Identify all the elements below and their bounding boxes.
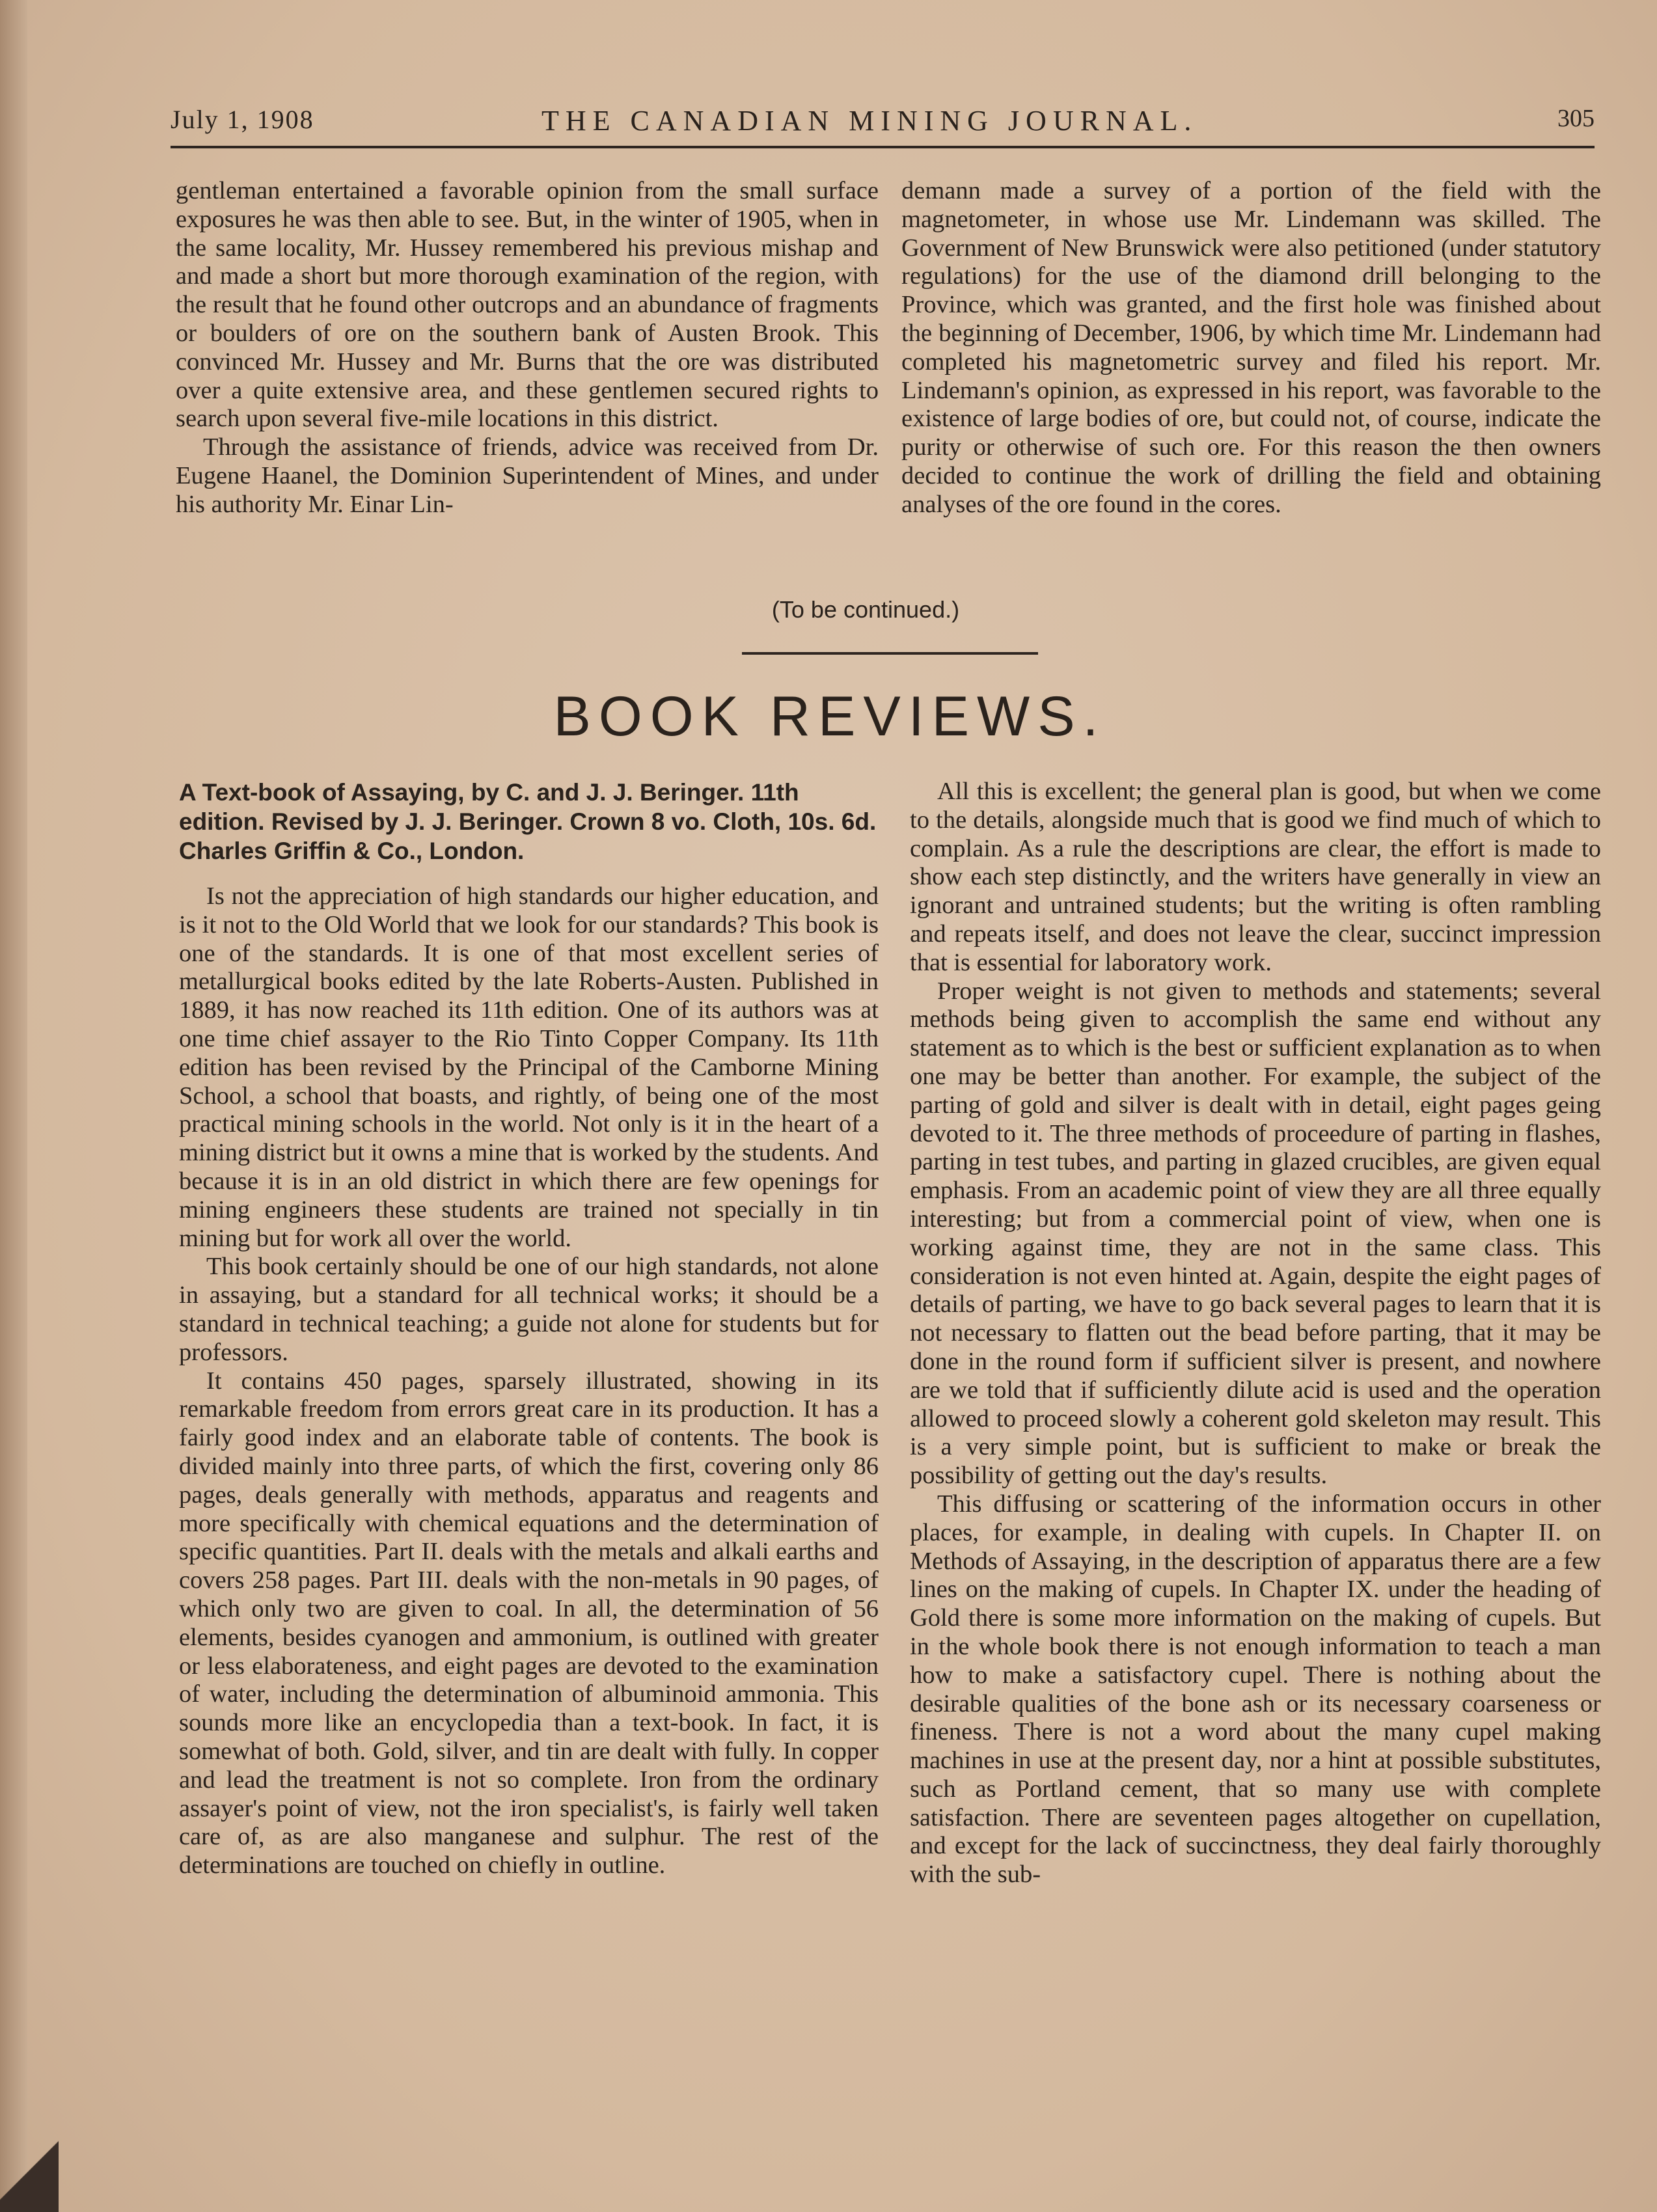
review-paragraph: Proper weight is not given to methods and statements; several methods being given to accomplish the same end without any statement as to which is the best or sufficient explanation as to when one may be better than another. For example, the subject of the parting of gold and silver is dealt with in detail, eight pages geing devoted to it. The three methods of proceedure of parting in flashes, parting in test tubes, and parting in glazed crucibles, are given equal emphasis. From an academic point of view they are all three equally interesting; but from a commercial point of view, when one is working against time, they are not in the same class. This consideration is not even hinted at. Again, despite the eight pages of details of parting, we have to go back several pages to learn that it is not necessary to flatten out the bead before parting, that it may be done in the round form if sufficient silver is present, and nowhere are we told that if sufficiently dilute acid is used and the operation allowed to proceed slowly a coherent gold skeleton may result. This is a very simple point, but is sufficient to make or break the possibility of getting out the day's results. [910, 977, 1601, 1490]
article-paragraph: demann made a survey of a portion of the field with the magnetometer, in whose use Mr. Lindemann was skilled. The Government of New Brunswick were also petitioned (under statutory regulations) for the use of the diamond drill belonging to the Province, which was granted, and the first hole was finished about the beginning of December, 1906, by which time Mr. Lindemann had completed his magnetometric survey and filed his report. Mr. Lindemann's opinion, as expressed in his report, was favorable to the existence of large bodies of ore, but could not, of course, indicate the purity or otherwise of such ore. For this reason the then owners decided to continue the work of drilling the field and obtaining analyses of the ore found in the cores. [901, 177, 1601, 518]
page-binding-edge [0, 0, 27, 2212]
article-left-column [176, 177, 879, 519]
book-heading: A Text-book of Assaying, by C. and J. J. Beringer. 11th edition. Revised by J. J. Beringer. Crown 8 vo. Cloth, 10s. 6d. Charles Griffin & Co., London. [179, 779, 877, 864]
page-corner-shadow [0, 2140, 59, 2212]
header-page-number: 305 [1557, 105, 1595, 132]
article-paragraph: Through the assistance of friends, advice was received from Dr. Eugene Haanel, the Dominion Superintendent of Mines, and under his authority Mr. Einar Lin- [176, 433, 879, 518]
running-header [171, 104, 1595, 143]
section-title: BOOK REVIEWS. [553, 685, 1106, 748]
article-paragraph: gentleman entertained a favorable opinion from the small surface exposures he was then able to see. But, in the winter of 1905, when in the same locality, Mr. Hussey remembered his previous mishap and and made a short but more thorough examination of the region, with the result that he found other outcrops and an abundance of fragments or boulders of ore on the southern bank of Austen Brook. This convinced Mr. Hussey and Mr. Burns that the ore was distributed over a quite extensive area, and these gentlemen secured rights to search upon several five-mile locations in this district. [176, 177, 879, 433]
header-journal-title: THE CANADIAN MINING JOURNAL. [541, 105, 1198, 137]
review-right-column [910, 778, 1601, 1889]
header-rule [171, 146, 1595, 148]
section-divider [742, 652, 1038, 655]
review-paragraph: All this is excellent; the general plan is good, but when we come to the details, alongside much that is good we find much of which to complain. As a rule the descriptions are clear, the effort is made to show each step distinctly, and the writers have generally in view an ignorant and untrained students; but the writing is often rambling and repeats itself, and does not leave the clear, succinct impression that is essential for laboratory work. [910, 778, 1601, 976]
header-date: July 1, 1908 [171, 105, 314, 134]
review-paragraph: Is not the appreciation of high standards our higher education, and is it not to the Old World that we look for our standards? This book is one of the standards. It is one of that most excellent series of metallurgical books edited by the late Roberts-Austen. Published in 1889, it has now reached its 11th edition. One of its authors was at one time chief assayer to the Rio Tinto Copper Company. Its 11th edition has been revised by the Principal of the Camborne Mining School, a school that boasts, and rightly, of being one of the most practical mining schools in the world. Not only is it in the heart of a mining district but it owns a mine that is worked by the students. And because it is in an old district in which there are few openings for mining engineers these students are trained not specially in tin mining but for work all over the world. [179, 882, 879, 1252]
review-paragraph: This book certainly should be one of our high standards, not alone in assaying, but a standard for all technical works; it should be a standard in technical teaching; a guide not alone for students but for professors. [179, 1253, 879, 1366]
article-right-column [901, 177, 1601, 519]
review-paragraph: This diffusing or scattering of the information occurs in other places, for example, in dealing with cupels. In Chapter II. on Methods of Assaying, in the description of apparatus there are a few lines on the making of cupels. In Chapter IX. under the heading of Gold there is some more information on the making of cupels. But in the whole book there is not enough information to teach a man how to make a satisfactory cupel. There is nothing about the desirable qualities of the bone ash or its necessary coarseness or fineness. There is not a word about the many cupel making machines in use at the present day, nor a hint at possible substitutes, such as Portland cement, that so many use with complete satisfaction. There are seventeen pages altogether on cupellation, and except for the lack of succinctness, they deal fairly thoroughly with the sub- [910, 1490, 1601, 1889]
continued-note: (To be continued.) [771, 596, 960, 623]
review-left-column [179, 778, 879, 1880]
review-paragraph: It contains 450 pages, sparsely illustrated, showing in its remarkable freedom from errors great care in its production. It has a fairly good index and an elaborate table of contents. The book is divided mainly into three parts, of which the first, covering only 86 pages, deals generally with methods, apparatus and reagents and more specifically with chemical equations and the determination of specific quantities. Part II. deals with the metals and alkali earths and covers 258 pages. Part III. deals with the non-metals in 90 pages, of which only two are given to coal. In all, the determination of 56 elements, besides cyanogen and ammonium, is outlined with greater or less elaborateness, and eight pages are devoted to the examination of water, including the determination of albuminoid ammonia. This sounds more like an encyclopedia than a text-book. In fact, it is somewhat of both. Gold, silver, and tin are dealt with fully. In copper and lead the treatment is not so complete. Iron from the ordinary assayer's point of view, not the iron specialist's, is fairly well taken care of, as are also manganese and sulphur. The rest of the determinations are touched on chiefly in outline. [179, 1367, 879, 1879]
